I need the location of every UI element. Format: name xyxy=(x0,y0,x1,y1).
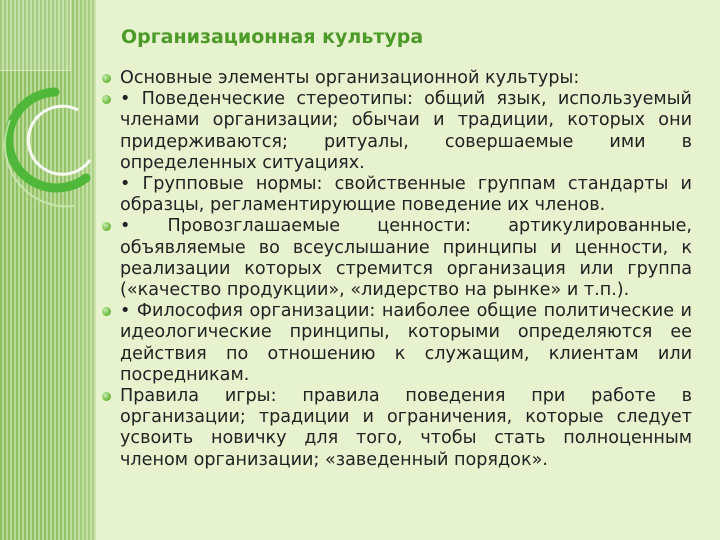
bullet-item xyxy=(100,89,692,216)
bullet-item xyxy=(100,386,692,471)
bullet-item xyxy=(100,68,692,89)
bullet-text: • Философия организации: наиболее общие политические и идеологические принципы, которыми определяются ее действия по отношению к служащим, клиентам или посредникам. xyxy=(120,301,692,385)
bullet-text: • Групповые нормы: свойственные группам стандарты и образцы, регламентирующие поведение их членов. xyxy=(120,174,692,216)
slide-title: Организационная культура xyxy=(121,26,424,48)
bullet-icon xyxy=(102,222,111,231)
bullet-text: • Поведенческие стереотипы: общий язык, используемый членами организации; обычаи и традиции, которых они придерживаются; ритуалы, совершаемые ими в определенных ситуациях. xyxy=(120,89,692,173)
bullet-text: Основные элементы организационной культуры: xyxy=(120,68,580,88)
bullet-icon xyxy=(102,392,111,401)
bullet-text: Правила игры: правила поведения при работе в организации; традиции и ограничения, которые следует усвоить новичку для того, чтобы стать полноценным членом организации; «заведенный порядок». xyxy=(120,386,692,470)
bullet-text: • Провозглашаемые ценности: артикулированные, объявляемые во всеуслышание принципы и ценности, к реализации которых стремится организация или группа («качество продукции», «лидерство на рынке» и т.п.). xyxy=(120,216,692,301)
bullet-item xyxy=(100,301,692,386)
small-arc xyxy=(28,106,90,174)
bullet-icon xyxy=(102,307,111,316)
bullet-icon xyxy=(102,95,111,104)
bullet-list xyxy=(100,68,692,471)
bullet-icon xyxy=(102,74,111,83)
bullet-item xyxy=(100,216,692,301)
